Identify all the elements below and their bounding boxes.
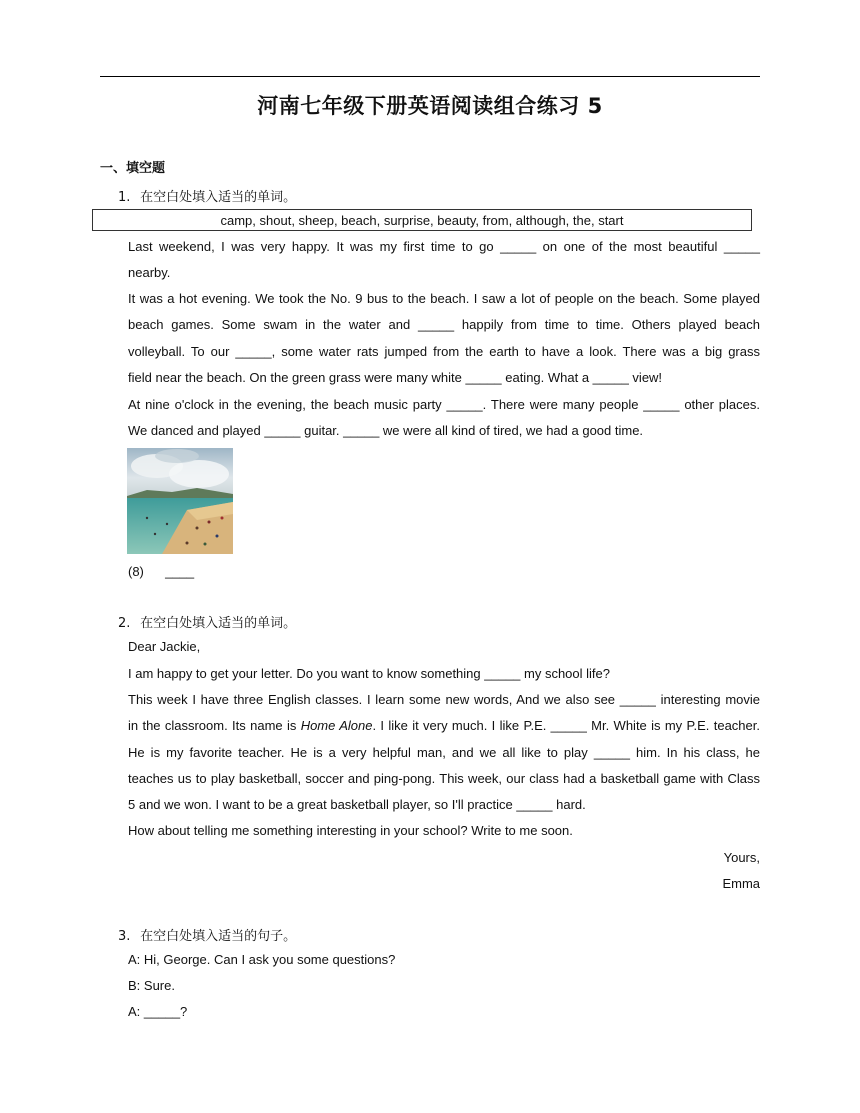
dialogue-line: A: _____? xyxy=(128,1004,188,1019)
passage-line xyxy=(128,713,760,739)
passage-line: volleyball. To our _____, some water rats jumped from the earth to have a look. There was a big grass xyxy=(128,344,760,359)
top-rule xyxy=(100,76,760,77)
passage-line: field near the beach. On the green grass were many white _____ eating. What a _____ view! xyxy=(128,370,663,385)
sub-question-label: (8) xyxy=(128,564,144,579)
letter-closing: Yours, xyxy=(723,850,760,865)
question-3-header xyxy=(118,925,296,944)
question-number: 2. xyxy=(118,616,131,631)
passage-line: beach games. Some swam in the water and _____ happily from time to time. Others played beach xyxy=(128,317,760,332)
letter-greeting: Dear Jackie, xyxy=(128,639,201,654)
question-number: 3. xyxy=(118,929,131,944)
word-bank-box: camp, shout, sheep, beach, surprise, beauty, from, although, the, start xyxy=(92,209,752,231)
passage-text: in the classroom. Its name is xyxy=(128,718,301,733)
sub-question xyxy=(128,559,760,585)
passage-line: How about telling me something interesting in your school? Write to me soon. xyxy=(128,823,573,838)
question-instruction: 在空白处填入适当的句子。 xyxy=(140,929,297,944)
section-heading: 一、填空题 xyxy=(100,161,166,176)
passage-line: nearby. xyxy=(128,265,171,280)
passage-line: At nine o'clock in the evening, the beach music party _____. There were many people _____ other places. xyxy=(128,397,760,412)
passage-line: He is my favorite teacher. He is a very helpful man, and we all like to play _____ him. In his class, he xyxy=(128,745,760,760)
passage-line: teaches us to play basketball, soccer and ping-pong. This week, our class had a basketball game with Class xyxy=(128,771,760,786)
passage-line: This week I have three English classes. I learn some new words, And we also see _____ interesting movie xyxy=(128,692,760,707)
movie-title: Home Alone xyxy=(300,718,373,733)
dialogue-line: B: Sure. xyxy=(128,978,175,993)
answer-blank[interactable]: ____ xyxy=(165,564,195,579)
question-1-header xyxy=(118,186,296,205)
passage-text: . I like it very much. I like P.E. _____ Mr. White is my P.E. teacher. xyxy=(372,718,760,733)
letter-signature: Emma xyxy=(722,876,760,891)
question-2-header xyxy=(118,612,296,631)
page-title: 河南七年级下册英语阅读组合练习 5 xyxy=(257,94,603,118)
passage-line: It was a hot evening. We took the No. 9 bus to the beach. I saw a lot of people on the beach. Some played xyxy=(128,291,760,306)
dialogue-line: A: Hi, George. Can I ask you some questions? xyxy=(128,952,396,967)
question-number: 1. xyxy=(118,190,131,205)
beach-photo xyxy=(127,448,233,554)
passage-line: 5 and we won. I want to be a great basketball player, so I'll practice _____ hard. xyxy=(128,797,586,812)
question-instruction: 在空白处填入适当的单词。 xyxy=(140,190,297,205)
question-instruction: 在空白处填入适当的单词。 xyxy=(140,616,297,631)
passage-line: I am happy to get your letter. Do you want to know something _____ my school life? xyxy=(128,666,610,681)
passage-line: Last weekend, I was very happy. It was my first time to go _____ on one of the most beautiful _____ xyxy=(128,239,760,254)
passage-line: We danced and played _____ guitar. _____ we were all kind of tired, we had a good time. xyxy=(128,423,644,438)
